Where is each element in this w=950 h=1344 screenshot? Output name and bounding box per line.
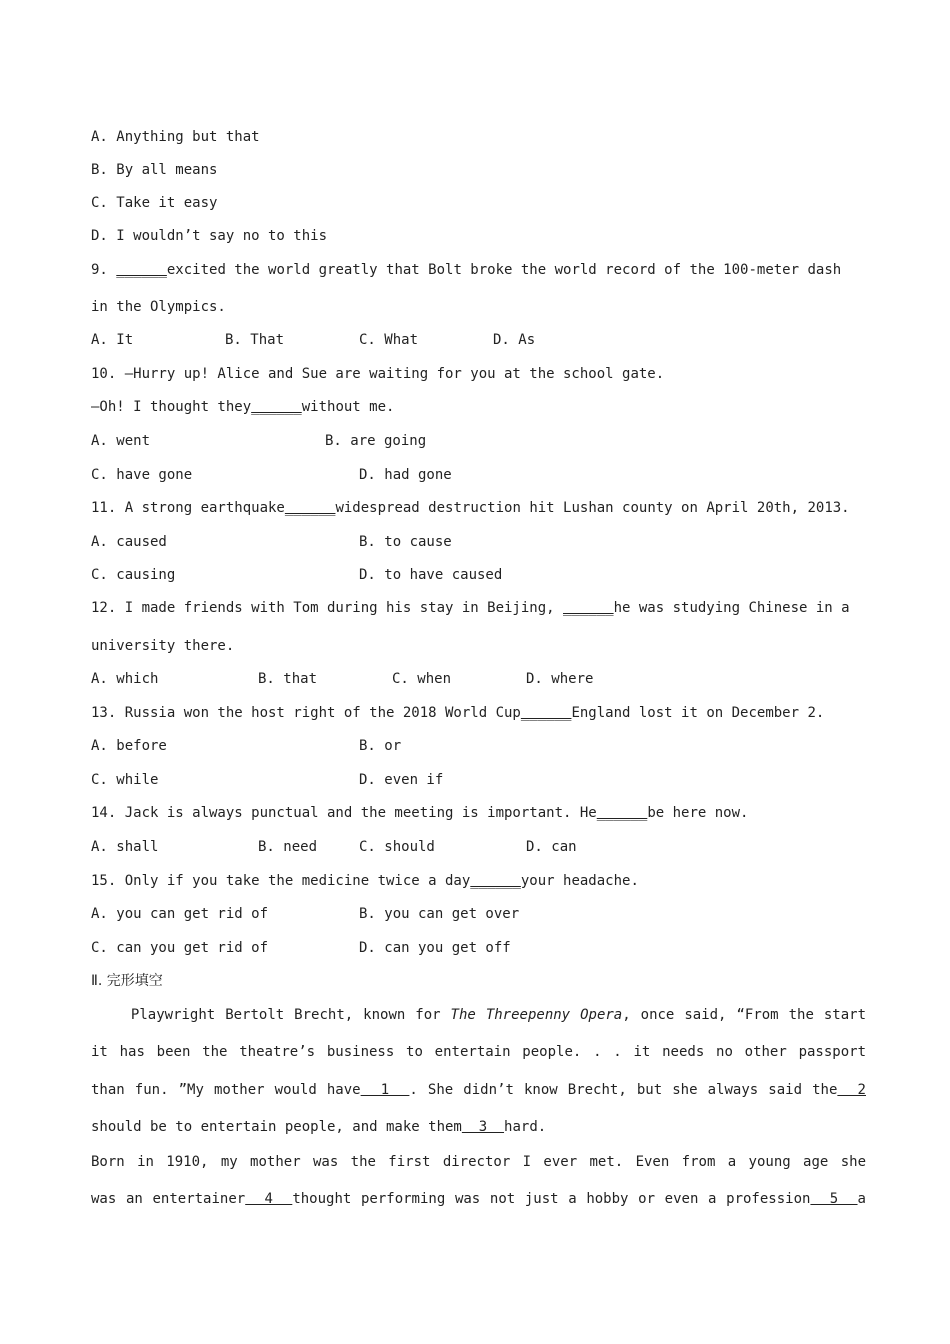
question-9-line-2: in the Olympics. bbox=[91, 299, 226, 315]
answer-blank: ______ bbox=[520, 705, 572, 721]
q9-option-b: B. That bbox=[225, 332, 285, 348]
q14-option-c: C. should bbox=[359, 839, 435, 855]
q10-option-d: D. had gone bbox=[359, 467, 452, 483]
q13-option-b: B. or bbox=[359, 738, 402, 754]
q10-option-b: B. are going bbox=[325, 433, 427, 449]
q15-option-d: D. can you get off bbox=[359, 940, 511, 956]
answer-blank: ______ bbox=[116, 262, 167, 278]
q14-option-b: B. need bbox=[258, 839, 318, 855]
q12-option-b: B. that bbox=[258, 671, 318, 687]
q13-option-a: A. before bbox=[91, 738, 167, 754]
question-15: 15. Only if you take the medicine twice a day______your headache. bbox=[91, 873, 639, 889]
q12-option-c: C. when bbox=[392, 671, 452, 687]
option-a: A. Anything but that bbox=[91, 129, 260, 145]
q15-option-a: A. you can get rid of bbox=[91, 906, 269, 922]
italic-title: The Threepenny Opera bbox=[450, 1007, 623, 1023]
cloze-blank-2: 2 bbox=[837, 1082, 866, 1098]
q15-option-c: C. can you get rid of bbox=[91, 940, 269, 956]
q11-option-b: B. to cause bbox=[359, 534, 452, 550]
option-d: D. I wouldn’t say no to this bbox=[91, 228, 328, 244]
q13-option-c: C. while bbox=[91, 772, 159, 788]
cloze-blank-5: 5 bbox=[810, 1191, 858, 1207]
option-c: C. Take it easy bbox=[91, 195, 218, 211]
answer-blank: ______ bbox=[563, 600, 614, 616]
question-12-line-2: university there. bbox=[91, 638, 235, 654]
q11-option-d: D. to have caused bbox=[359, 567, 503, 583]
question-10-line-2: —Oh! I thought they______without me. bbox=[91, 399, 395, 415]
q11-option-a: A. caused bbox=[91, 534, 167, 550]
q13-option-d: D. even if bbox=[359, 772, 444, 788]
q14-option-a: A. shall bbox=[91, 839, 159, 855]
passage-line: it has been the theatre’s business to entertain people. . . it needs no other passport bbox=[91, 1044, 866, 1060]
question-11: 11. A strong earthquake______widespread destruction hit Lushan county on April 20th, 2013. bbox=[91, 500, 850, 516]
option-b: B. By all means bbox=[91, 162, 218, 178]
question-14: 14. Jack is always punctual and the meeting is important. He______be here now. bbox=[91, 805, 749, 821]
passage-line: should be to entertain people, and make them 3 hard. bbox=[91, 1119, 547, 1135]
q12-option-d: D. where bbox=[526, 671, 594, 687]
cloze-blank-3: 3 bbox=[461, 1119, 505, 1135]
answer-blank: ______ bbox=[251, 399, 302, 415]
question-9: 9. ______excited the world greatly that Bolt broke the world record of the 100-meter dash bbox=[91, 262, 842, 278]
section-title: Ⅱ. 完形填空 bbox=[91, 973, 163, 989]
q14-option-d: D. can bbox=[526, 839, 577, 855]
q10-option-a: A. went bbox=[91, 433, 151, 449]
q9-option-a: A. It bbox=[91, 332, 134, 348]
answer-blank: ______ bbox=[284, 500, 336, 516]
question-12: 12. I made friends with Tom during his stay in Beijing, ______he was studying Chinese in a bbox=[91, 600, 850, 616]
q11-option-c: C. causing bbox=[91, 567, 176, 583]
q9-option-c: C. What bbox=[359, 332, 419, 348]
passage-line: than fun. ”My mother would have 1 . She didn’t know Brecht, but she always said the 2 bbox=[91, 1082, 866, 1098]
answer-blank: ______ bbox=[470, 873, 521, 889]
answer-blank: ______ bbox=[596, 805, 648, 821]
passage-line: Playwright Bertolt Brecht, known for The Threepenny Opera, once said, “From the start bbox=[91, 1007, 866, 1023]
q15-option-b: B. you can get over bbox=[359, 906, 520, 922]
question-10: 10. —Hurry up! Alice and Sue are waiting for you at the school gate. bbox=[91, 366, 665, 382]
question-13: 13. Russia won the host right of the 2018 World Cup______England lost it on December 2. bbox=[91, 705, 825, 721]
q9-option-d: D. As bbox=[493, 332, 536, 348]
q12-option-a: A. which bbox=[91, 671, 159, 687]
q10-option-c: C. have gone bbox=[91, 467, 193, 483]
passage-line: Born in 1910, my mother was the first director I ever met. Even from a young age she bbox=[91, 1154, 866, 1170]
passage-line: was an entertainer 4 thought performing was not just a hobby or even a profession 5 a bbox=[91, 1191, 866, 1207]
cloze-blank-4: 4 bbox=[245, 1191, 293, 1207]
cloze-blank-1: 1 bbox=[360, 1082, 410, 1098]
